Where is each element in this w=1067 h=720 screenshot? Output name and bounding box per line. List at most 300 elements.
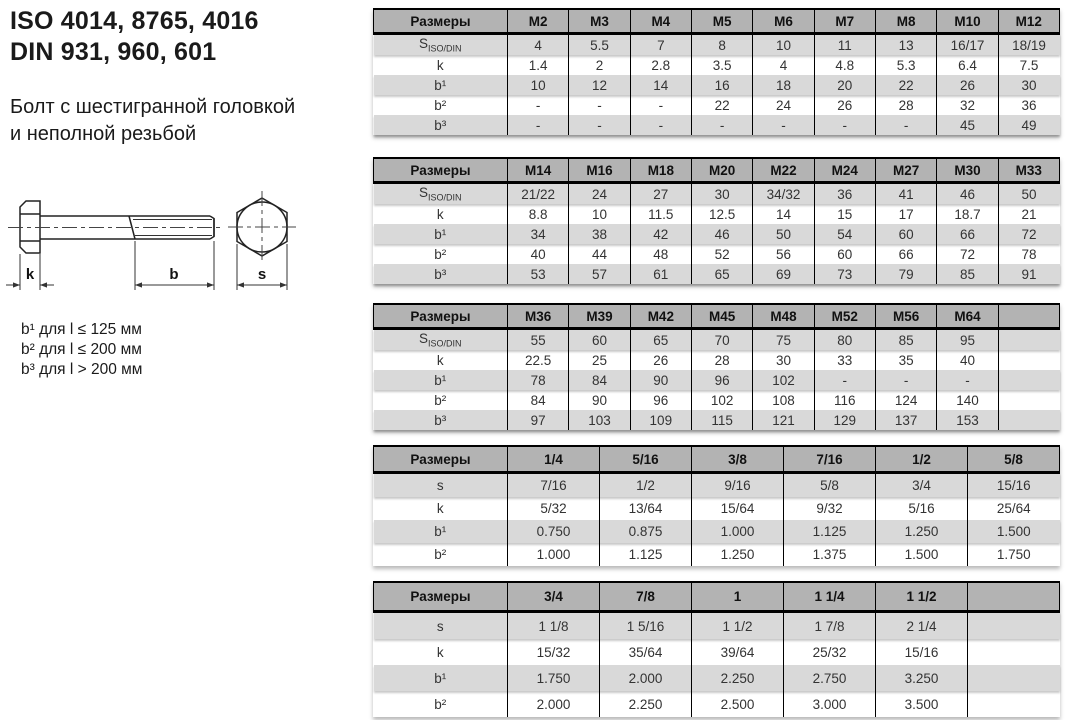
column-header: M5 (691, 9, 752, 34)
column-header: M39 (569, 304, 630, 329)
table-cell: 124 (875, 390, 936, 410)
row-label: k (436, 644, 444, 660)
table-row (374, 497, 1060, 520)
table-cell: 25/64 (968, 497, 1060, 520)
table-cell: 56 (753, 244, 814, 264)
table-cell: 28 (875, 95, 936, 115)
table-cell: 24 (569, 183, 630, 205)
table-cell: 90 (569, 390, 630, 410)
table-cell: 16/17 (937, 34, 998, 56)
table-cell: 10 (753, 34, 814, 56)
table-cell: 3.500 (876, 691, 968, 717)
table-cell: 54 (814, 224, 875, 244)
table-cell: 3/4 (876, 473, 968, 498)
table-row (374, 115, 1060, 135)
table-cell: 109 (630, 410, 691, 430)
table-row (374, 543, 1060, 566)
table-cell (998, 390, 1059, 410)
column-header: M42 (630, 304, 691, 329)
table-cell: 14 (630, 75, 691, 95)
dimension-label-k: k (25, 266, 35, 283)
subtitle-line-1: Болт с шестигранной головкой (10, 96, 296, 118)
table-row (374, 244, 1060, 264)
left-panel (10, 6, 368, 148)
table-cell: 1 1/2 (692, 612, 784, 640)
table-cell: 44 (569, 244, 630, 264)
table-cell: 7/16 (508, 473, 600, 498)
table-row (374, 473, 1060, 498)
dimension-label-b: b (169, 266, 179, 283)
table-row (374, 370, 1060, 390)
row-label: b² (434, 547, 447, 562)
row-label: b¹ (434, 524, 447, 539)
table-cell: 8 (691, 34, 752, 56)
table-cell: 9/32 (784, 497, 876, 520)
table-cell: 108 (753, 390, 814, 410)
column-header: M27 (875, 158, 936, 183)
table-cell: 17 (875, 204, 936, 224)
dimension-table-4 (373, 445, 1060, 566)
row-label: k (436, 352, 444, 368)
table-cell: 1 7/8 (784, 612, 876, 640)
table-header-row (374, 582, 1060, 612)
table-cell: 15/16 (876, 639, 968, 665)
table-cell: 45 (937, 115, 998, 135)
table-cell: 1.750 (968, 543, 1060, 566)
column-header: M14 (508, 158, 569, 183)
column-header: 1 1/2 (876, 582, 968, 612)
table-cell: 5.5 (569, 34, 630, 56)
table-cell (998, 329, 1059, 351)
table-cell: 52 (691, 244, 752, 264)
dimension-k (6, 254, 54, 290)
table-cell: 80 (814, 329, 875, 351)
table-cell: 102 (691, 390, 752, 410)
table-cell: 39/64 (692, 639, 784, 665)
table-cell (968, 612, 1060, 640)
table-row (374, 350, 1060, 370)
table-header-label: Размеры (374, 9, 508, 34)
column-header: M30 (937, 158, 998, 183)
table-cell: 84 (508, 390, 569, 410)
row-label: b¹ (434, 670, 447, 686)
table-cell: - (630, 95, 691, 115)
table-cell: 61 (630, 264, 691, 284)
table-row (374, 34, 1060, 56)
table-cell: 27 (630, 183, 691, 205)
table-header-row (374, 158, 1060, 183)
table-cell: 115 (691, 410, 752, 430)
note-b3: b³ для l > 200 мм (21, 361, 143, 378)
table-cell: 95 (937, 329, 998, 351)
dimension-label-s: s (257, 266, 267, 283)
column-header: M8 (875, 9, 936, 34)
table-cell: 7.5 (998, 55, 1059, 75)
column-header: M56 (875, 304, 936, 329)
table-cell: 21 (998, 204, 1059, 224)
table-cell: 78 (998, 244, 1059, 264)
table-cell: 14 (753, 204, 814, 224)
table-cell: 18 (753, 75, 814, 95)
table-cell: 66 (875, 244, 936, 264)
row-label: b³ (434, 412, 447, 428)
table-cell: 2 1/4 (876, 612, 968, 640)
table-cell: 28 (691, 350, 752, 370)
table-cell: 11 (814, 34, 875, 56)
table-cell: 34 (508, 224, 569, 244)
table-cell: 6.4 (937, 55, 998, 75)
table-cell: 21/22 (508, 183, 569, 205)
table-cell: 53 (508, 264, 569, 284)
table-cell: 72 (937, 244, 998, 264)
table-cell: 70 (691, 329, 752, 351)
table-cell: 32 (937, 95, 998, 115)
table-cell: 1/2 (600, 473, 692, 498)
table-cell: 75 (753, 329, 814, 351)
tables-region (373, 0, 1060, 717)
table-cell: 30 (998, 75, 1059, 95)
table-row (374, 665, 1060, 691)
table-cell: 48 (630, 244, 691, 264)
table-cell: 72 (998, 224, 1059, 244)
table-row (374, 224, 1060, 244)
row-label: k (436, 57, 444, 73)
table-row (374, 612, 1060, 640)
table-row (374, 390, 1060, 410)
table-cell: 4 (753, 55, 814, 75)
table-cell: 140 (937, 390, 998, 410)
row-label: s (436, 478, 444, 493)
row-label: b³ (434, 117, 447, 133)
column-header: 5/16 (600, 446, 692, 473)
column-header: M24 (814, 158, 875, 183)
table-cell (998, 370, 1059, 390)
table-cell: 73 (814, 264, 875, 284)
table-cell: 26 (937, 75, 998, 95)
row-label: s (436, 618, 444, 634)
table-cell: 4 (508, 34, 569, 56)
table-cell: - (508, 115, 569, 135)
table-cell: 36 (814, 183, 875, 205)
table-cell: 18/19 (998, 34, 1059, 56)
table-cell: 60 (814, 244, 875, 264)
thread-length-notes (21, 320, 142, 380)
column-header: M52 (814, 304, 875, 329)
table-cell: 38 (569, 224, 630, 244)
table-header-row (374, 446, 1060, 473)
table-cell: 24 (753, 95, 814, 115)
table-header-label: Размеры (374, 304, 508, 329)
table-cell: 1.250 (876, 520, 968, 543)
dimension-table-1 (373, 8, 1060, 135)
table-cell: 1 5/16 (600, 612, 692, 640)
table-cell: 15/32 (508, 639, 600, 665)
table-cell: 103 (569, 410, 630, 430)
table-cell: 15 (814, 204, 875, 224)
column-header: M10 (937, 9, 998, 34)
table-cell: 35/64 (600, 639, 692, 665)
table-cell: 1.250 (692, 543, 784, 566)
page-subtitle (10, 94, 368, 148)
row-label: b¹ (434, 226, 447, 242)
table-cell (968, 639, 1060, 665)
table-cell: 5/32 (508, 497, 600, 520)
table-cell: 26 (630, 350, 691, 370)
table-cell: - (630, 115, 691, 135)
table-cell: 153 (937, 410, 998, 430)
column-header: M22 (753, 158, 814, 183)
column-header: 3/8 (692, 446, 784, 473)
table-cell: 33 (814, 350, 875, 370)
dimension-table-3 (373, 303, 1060, 430)
table-cell: 25 (569, 350, 630, 370)
table-cell: 30 (753, 350, 814, 370)
table-cell: 3.000 (784, 691, 876, 717)
dimension-b (135, 241, 214, 290)
table-cell: - (569, 95, 630, 115)
table-cell (968, 691, 1060, 717)
column-header: M48 (753, 304, 814, 329)
table-cell: 40 (937, 350, 998, 370)
table-cell: 41 (875, 183, 936, 205)
table-cell (998, 410, 1059, 430)
table-row (374, 95, 1060, 115)
row-label: b¹ (434, 77, 447, 93)
table-cell: 42 (630, 224, 691, 244)
table-cell: 60 (569, 329, 630, 351)
column-header: 1/4 (508, 446, 600, 473)
table-cell: 2 (569, 55, 630, 75)
table-cell: 2.250 (600, 691, 692, 717)
table-cell: 46 (691, 224, 752, 244)
table-cell: 1.000 (692, 520, 784, 543)
column-header: 3/4 (508, 582, 600, 612)
table-cell: 36 (998, 95, 1059, 115)
table-cell: 10 (569, 204, 630, 224)
column-header: 7/16 (784, 446, 876, 473)
table-cell: 15/16 (968, 473, 1060, 498)
table-header-row (374, 9, 1060, 34)
table-cell: 1.125 (600, 543, 692, 566)
column-header: M3 (569, 9, 630, 34)
table-cell: 50 (998, 183, 1059, 205)
row-label: k (436, 501, 444, 516)
table-cell: 137 (875, 410, 936, 430)
row-label: b² (434, 392, 447, 408)
table-cell: 35 (875, 350, 936, 370)
table-cell: 1.4 (508, 55, 569, 75)
table-cell: - (753, 115, 814, 135)
row-label: $S_{ISO/DIN}$ (418, 185, 462, 203)
table-cell: 12 (569, 75, 630, 95)
table-cell: 50 (753, 224, 814, 244)
table-cell: - (814, 115, 875, 135)
table-cell: 9/16 (692, 473, 784, 498)
table-cell: 2.750 (784, 665, 876, 691)
table-header-label: Размеры (374, 158, 508, 183)
bolt-side-view (8, 201, 224, 253)
table-cell: - (875, 370, 936, 390)
table-cell: 78 (508, 370, 569, 390)
table-cell: 8.8 (508, 204, 569, 224)
table-cell: 91 (998, 264, 1059, 284)
table-cell: 16 (691, 75, 752, 95)
column-header: M36 (508, 304, 569, 329)
page-title (10, 6, 368, 68)
table-cell: 79 (875, 264, 936, 284)
table-row (374, 639, 1060, 665)
column-header-empty (968, 582, 1060, 612)
table-cell: 18.7 (937, 204, 998, 224)
table-cell: 3.250 (876, 665, 968, 691)
table-cell: 1.750 (508, 665, 600, 691)
table-cell: 7 (630, 34, 691, 56)
table-cell: 129 (814, 410, 875, 430)
table-cell: 102 (753, 370, 814, 390)
row-label: $S_{ISO/DIN}$ (418, 331, 462, 349)
table-cell: 85 (937, 264, 998, 284)
table-cell: 13/64 (600, 497, 692, 520)
title-standards-iso: ISO 4014, 8765, 4016 (10, 7, 259, 35)
table-cell: 2.8 (630, 55, 691, 75)
column-header: 7/8 (600, 582, 692, 612)
column-header: 1/2 (876, 446, 968, 473)
table-row (374, 410, 1060, 430)
column-header: M64 (937, 304, 998, 329)
note-b2: b² для l ≤ 200 мм (21, 341, 142, 358)
table-cell: 30 (691, 183, 752, 205)
table-cell (998, 350, 1059, 370)
table-cell: 34/32 (753, 183, 814, 205)
table-cell: 1.000 (508, 543, 600, 566)
bolt-drawing (2, 186, 332, 313)
table-cell: 2.000 (508, 691, 600, 717)
table-row (374, 264, 1060, 284)
table-cell: 90 (630, 370, 691, 390)
table-cell: 0.750 (508, 520, 600, 543)
table-cell: 116 (814, 390, 875, 410)
column-header: 1 1/4 (784, 582, 876, 612)
table-header-row (374, 304, 1060, 329)
table-cell: 85 (875, 329, 936, 351)
table-cell: 5/8 (784, 473, 876, 498)
column-header: M2 (508, 9, 569, 34)
table-cell: 26 (814, 95, 875, 115)
column-header: M18 (630, 158, 691, 183)
column-header: M33 (998, 158, 1059, 183)
table-cell: 1.500 (876, 543, 968, 566)
table-cell: 25/32 (784, 639, 876, 665)
table-cell: 69 (753, 264, 814, 284)
column-header-empty (998, 304, 1059, 329)
table-cell: 57 (569, 264, 630, 284)
dimension-table-2 (373, 157, 1060, 284)
table-row (374, 55, 1060, 75)
table-cell: 96 (691, 370, 752, 390)
column-header: M16 (569, 158, 630, 183)
table-cell: 11.5 (630, 204, 691, 224)
dimension-table-5 (373, 581, 1060, 717)
table-cell: 1.125 (784, 520, 876, 543)
table-cell: 65 (691, 264, 752, 284)
table-cell: - (569, 115, 630, 135)
table-cell: 2.250 (692, 665, 784, 691)
table-cell: 0.875 (600, 520, 692, 543)
table-row (374, 183, 1060, 205)
column-header: 5/8 (968, 446, 1060, 473)
table-cell (968, 665, 1060, 691)
table-row (374, 329, 1060, 351)
note-b1: b¹ для l ≤ 125 мм (21, 321, 142, 338)
table-cell: - (814, 370, 875, 390)
table-cell: 12.5 (691, 204, 752, 224)
table-cell: 2.000 (600, 665, 692, 691)
row-label: $S_{ISO/DIN}$ (418, 36, 462, 54)
table-cell: 2.500 (692, 691, 784, 717)
table-cell: 40 (508, 244, 569, 264)
column-header: 1 (692, 582, 784, 612)
table-cell: 22.5 (508, 350, 569, 370)
column-header: M4 (630, 9, 691, 34)
row-label: k (436, 206, 444, 222)
row-label: b³ (434, 266, 447, 282)
table-row (374, 520, 1060, 543)
table-cell: 84 (569, 370, 630, 390)
table-cell: - (691, 115, 752, 135)
table-row (374, 204, 1060, 224)
table-cell: 1 1/8 (508, 612, 600, 640)
table-cell: 22 (875, 75, 936, 95)
table-cell: 20 (814, 75, 875, 95)
bolt-drawing-svg (2, 186, 332, 308)
table-cell: 121 (753, 410, 814, 430)
table-cell: 66 (937, 224, 998, 244)
table-cell: 3.5 (691, 55, 752, 75)
title-standards-din: DIN 931, 960, 601 (10, 38, 217, 66)
column-header: M45 (691, 304, 752, 329)
row-label: b² (434, 696, 447, 712)
table-row (374, 75, 1060, 95)
table-cell: 60 (875, 224, 936, 244)
row-label: b² (434, 97, 447, 113)
table-cell: 22 (691, 95, 752, 115)
table-cell: - (508, 95, 569, 115)
table-cell: 15/64 (692, 497, 784, 520)
table-cell: 13 (875, 34, 936, 56)
row-label: b¹ (434, 372, 447, 388)
table-cell: 97 (508, 410, 569, 430)
column-header: M6 (753, 9, 814, 34)
row-label: b² (434, 246, 447, 262)
subtitle-line-2: и неполной резьбой (10, 123, 197, 145)
table-cell: 1.500 (968, 520, 1060, 543)
table-row (374, 691, 1060, 717)
table-cell: 46 (937, 183, 998, 205)
table-cell: 65 (630, 329, 691, 351)
table-cell: - (937, 370, 998, 390)
bolt-front-view (228, 191, 296, 263)
table-cell: 10 (508, 75, 569, 95)
table-header-label: Размеры (374, 582, 508, 612)
table-cell: 5.3 (875, 55, 936, 75)
table-cell: - (875, 115, 936, 135)
table-cell: 49 (998, 115, 1059, 135)
table-cell: 4.8 (814, 55, 875, 75)
table-cell: 96 (630, 390, 691, 410)
table-cell: 5/16 (876, 497, 968, 520)
table-cell: 1.375 (784, 543, 876, 566)
column-header: M12 (998, 9, 1059, 34)
